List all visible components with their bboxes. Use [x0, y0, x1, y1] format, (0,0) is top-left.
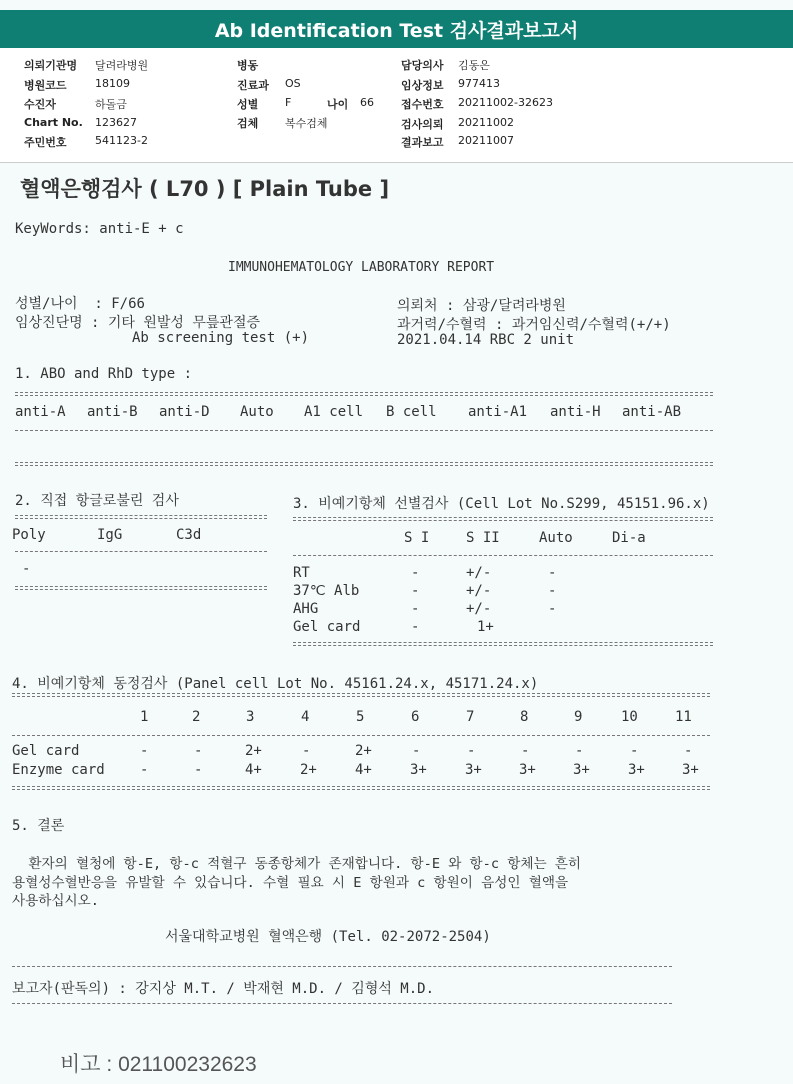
panel-col: 8 [520, 709, 529, 725]
abo-col-anti-b: anti-B [87, 404, 138, 420]
panel-col: 11 [675, 709, 692, 725]
dat-col-poly: Poly [12, 527, 46, 543]
panel-cell: - [140, 743, 149, 759]
panel-col: 5 [356, 709, 365, 725]
screen-cell: - [411, 583, 420, 599]
panel-cell: - [575, 743, 584, 759]
panel-cell: 3+ [519, 762, 536, 778]
screen-row-label: AHG [293, 601, 319, 617]
panel-cell: - [194, 743, 203, 759]
info-value-age: 66 [360, 96, 374, 109]
dat-header-rule [15, 551, 267, 552]
screen-cell: +/- [466, 601, 492, 617]
abo-col-anti-a1: anti-A1 [468, 404, 528, 420]
screen-col-auto: Auto [539, 530, 573, 546]
info-label-chart-no: Chart No. [24, 116, 83, 129]
panel-cell: - [412, 743, 421, 759]
screen-col-dia: Di-a [612, 530, 646, 546]
transfusion-history: 과거력/수혈력 : 과거임신력/수혈력(+/+) [397, 317, 671, 333]
report-title: 혈액은행검사 ( L70 ) [ Plain Tube ] [20, 177, 390, 201]
info-label-specimen: 검체 [237, 117, 259, 130]
dat-top-rule [15, 515, 267, 519]
panel-cell: 3+ [410, 762, 427, 778]
dat-heading: 2. 직접 항글로불린 검사 [15, 493, 179, 509]
hospital-contact: 서울대학교병원 혈액은행 (Tel. 02-2072-2504) [165, 929, 491, 945]
abo-header-rule [15, 430, 713, 431]
info-value-resident-no: 541123-2 [95, 134, 148, 147]
info-label-department: 진료과 [237, 79, 269, 92]
panel-cell: - [194, 762, 203, 778]
panel-col: 2 [192, 709, 201, 725]
info-value-chart-no: 123627 [95, 116, 137, 129]
abo-top-rule [15, 392, 713, 396]
screen-bottom-rule [293, 642, 713, 646]
abo-col-anti-h: anti-H [550, 404, 601, 420]
info-value-institution: 달려라병원 [95, 59, 149, 72]
screen-cell: +/- [466, 583, 492, 599]
screen-cell: +/- [466, 565, 492, 581]
screen-row-label: RT [293, 565, 310, 581]
info-label-receipt-no: 접수번호 [401, 98, 444, 111]
panel-col: 4 [301, 709, 310, 725]
panel-cell: 2+ [355, 743, 372, 759]
reporters: 보고자(판독의) : 강지상 M.T. / 박재현 M.D. / 김형석 M.D. [12, 981, 435, 997]
screen-cell: - [548, 583, 557, 599]
info-value-hospital-code: 18109 [95, 77, 130, 90]
referrer: 의뢰처 : 삼광/달려라병원 [397, 298, 566, 314]
info-label-request-date: 검사의뢰 [401, 118, 444, 131]
info-value-receipt-no: 20211002-32623 [458, 96, 553, 109]
panel-col: 10 [621, 709, 638, 725]
screen-cell: 1+ [477, 619, 494, 635]
transfusion-record: 2021.04.14 RBC 2 unit [397, 332, 575, 348]
panel-cell: - [521, 743, 530, 759]
dat-bottom-rule [15, 586, 267, 590]
screen-col-s1: S I [404, 530, 430, 546]
panel-row-label: Enzyme card [12, 762, 105, 778]
info-value-sex: F [285, 96, 292, 109]
conclusion-line1: 환자의 혈청에 항-E, 항-c 적혈구 동종항체가 존재합니다. 항-E 와 항-c 항체는 흔히 [12, 856, 582, 872]
info-value-request-date: 20211002 [458, 116, 514, 129]
abo-col-a1-cell: A1 cell [304, 404, 364, 420]
panel-cell: 3+ [628, 762, 645, 778]
abo-col-anti-ab: anti-AB [622, 404, 682, 420]
info-label-resident-no: 주민번호 [24, 136, 67, 149]
panel-cell: 3+ [573, 762, 590, 778]
info-label-clinical-info: 임상정보 [401, 79, 444, 92]
info-label-report-date: 결과보고 [401, 136, 444, 149]
note: 비고 : 021100232623 [60, 1053, 257, 1076]
panel-cell: 2+ [300, 762, 317, 778]
info-value-doctor: 김동은 [458, 59, 490, 72]
screen-cell: - [548, 565, 557, 581]
diagnosis-line2: Ab screening test (+) [132, 330, 310, 346]
abo-col-auto: Auto [240, 404, 274, 420]
panel-top-rule [12, 693, 710, 697]
panel-cell: 4+ [355, 762, 372, 778]
conclusion-heading: 5. 결론 [12, 818, 65, 834]
info-label-doctor: 담당의사 [401, 59, 444, 72]
info-label-institution: 의뢰기관명 [24, 59, 78, 72]
sex-age: 성별/나이 : F/66 [15, 296, 145, 312]
info-label-age: 나이 [327, 98, 349, 111]
panel-col: 3 [246, 709, 255, 725]
panel-header-rule [12, 735, 710, 736]
panel-cell: - [630, 743, 639, 759]
panel-cell: 3+ [682, 762, 699, 778]
panel-cell: - [467, 743, 476, 759]
info-value-patient: 하돌금 [95, 98, 127, 111]
screen-top-rule [293, 517, 713, 521]
panel-cell: - [684, 743, 693, 759]
abo-col-anti-d: anti-D [159, 404, 210, 420]
screen-header-rule [293, 555, 713, 556]
screen-cell: - [548, 601, 557, 617]
abo-col-anti-a: anti-A [15, 404, 66, 420]
panel-bottom-rule [12, 786, 710, 790]
info-label-hospital-code: 병원코드 [24, 79, 67, 92]
info-label-patient: 수진자 [24, 98, 56, 111]
panel-cell: 4+ [245, 762, 262, 778]
info-label-ward: 병동 [237, 59, 259, 72]
screen-cell: - [411, 565, 420, 581]
abo-heading: 1. ABO and RhD type : [15, 366, 193, 382]
panel-col: 6 [411, 709, 420, 725]
report-header-title: Ab Identification Test 검사결과보고서 [214, 19, 579, 42]
panel-cell: 2+ [245, 743, 262, 759]
panel-col: 1 [140, 709, 149, 725]
info-value-department: OS [285, 77, 301, 90]
panel-cell: - [302, 743, 311, 759]
screen-col-s2: S II [466, 530, 500, 546]
report-header [0, 10, 793, 48]
info-label-sex: 성별 [237, 98, 259, 111]
panel-row-label: Gel card [12, 743, 80, 759]
screen-row-label: Gel card [293, 619, 361, 635]
dat-col-c3d: C3d [176, 527, 202, 543]
panel-cell: 3+ [465, 762, 482, 778]
screen-heading: 3. 비예기항체 선별검사 (Cell Lot No.S299, 45151.96.x) [293, 496, 710, 512]
conclusion-line3: 사용하십시오. [12, 893, 99, 909]
panel-heading: 4. 비예기항체 동정검사 (Panel cell Lot No. 45161.24.x, 45171.24.x) [12, 676, 539, 692]
screen-cell: - [411, 601, 420, 617]
screen-row-label: 37℃ Alb [293, 583, 360, 599]
panel-col: 7 [466, 709, 475, 725]
abo-col-b-cell: B cell [386, 404, 437, 420]
dat-value-poly: - [22, 561, 31, 577]
reporters-bottom-rule [12, 1003, 672, 1004]
info-value-specimen: 복수검체 [285, 117, 328, 130]
screen-cell: - [411, 619, 420, 635]
info-value-report-date: 20211007 [458, 134, 514, 147]
patient-info-block [0, 48, 793, 163]
reporters-top-rule [12, 966, 672, 967]
diagnosis-line1: 임상진단명 : 기타 원발성 무릎관절증 [15, 315, 261, 331]
panel-col: 9 [574, 709, 583, 725]
abo-bottom-rule [15, 462, 713, 466]
panel-cell: - [140, 762, 149, 778]
dat-col-igg: IgG [97, 527, 123, 543]
lab-report-title: IMMUNOHEMATOLOGY LABORATORY REPORT [228, 260, 495, 275]
keywords: KeyWords: anti-E + c [15, 221, 184, 237]
info-value-clinical-info: 977413 [458, 77, 500, 90]
conclusion-line2: 용혈성수혈반응을 유발할 수 있습니다. 수혈 필요 시 E 항원과 c 항원이 음성인 혈액을 [12, 875, 569, 891]
